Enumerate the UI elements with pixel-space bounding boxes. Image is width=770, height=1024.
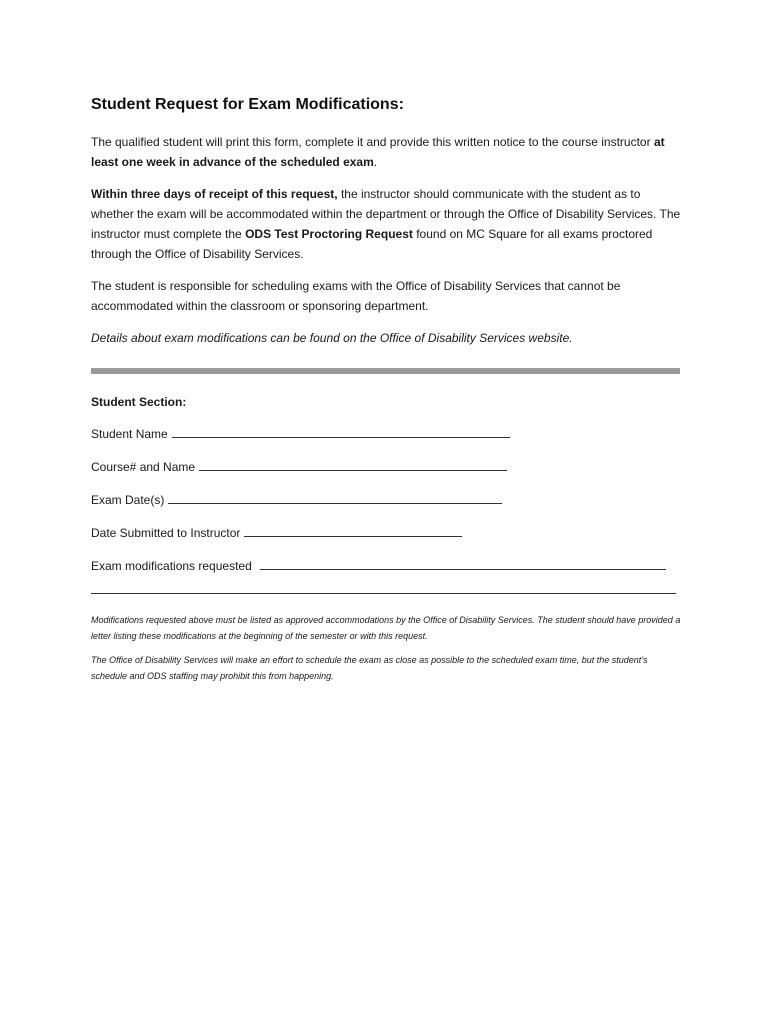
- scheduling-note: The Office of Disability Services will make an effort to schedule the exam as close as possible to the scheduled exam time, but the student’s schedule and ODS staffing may prohibit this from happening.: [91, 655, 648, 681]
- proctoring-request-name: ODS Test Proctoring Request: [245, 227, 413, 241]
- intro-paragraph: [91, 132, 681, 172]
- section-divider: [91, 368, 680, 374]
- instructor-text-end: found on MC Square for all exams proctored through the Office of Disability Services.: [91, 227, 653, 261]
- intro-deadline: at least one week in advance of the scheduled exam: [91, 135, 665, 169]
- course-field: [91, 457, 681, 477]
- modifications-label: Exam modifications requested: [91, 559, 252, 573]
- student-name-label: Student Name: [91, 427, 168, 441]
- date-submitted-label: Date Submitted to Instructor: [91, 526, 241, 540]
- form-title: Student Request for Exam Modifications:: [91, 96, 404, 113]
- form-content: [91, 92, 681, 692]
- instructor-deadline: Within three days of receipt of this request,: [91, 187, 338, 201]
- course-label: Course# and Name: [91, 460, 196, 474]
- exam-dates-field: [91, 490, 681, 510]
- responsibility-paragraph: The student is responsible for scheduling exams with the Office of Disability Services that cannot be accommodated within the classroom or sponsoring department.: [91, 279, 621, 313]
- exam-dates-label: Exam Date(s): [91, 493, 165, 507]
- intro-end: .: [373, 155, 378, 169]
- details-paragraph: Details about exam modifications can be found on the Office of Disability Services website.: [91, 331, 573, 345]
- modifications-line[interactable]: [260, 557, 666, 570]
- exam-dates-line[interactable]: [168, 491, 502, 504]
- date-submitted-line[interactable]: [244, 524, 462, 537]
- instructor-paragraph: [91, 184, 681, 264]
- student-name-line[interactable]: [172, 425, 510, 438]
- intro-text: The qualified student will print this form, complete it and provide this written notice to the course instructor: [91, 135, 654, 149]
- student-section-title: Student Section:: [91, 395, 187, 409]
- student-name-field: [91, 424, 681, 444]
- approved-accommodations-note: Modifications requested above must be listed as approved accommodations by the Office of Disability Services. The student should have provided a letter listing these modifications at the beginning of the semester or with this request.: [91, 615, 681, 641]
- course-line[interactable]: [199, 458, 507, 471]
- instructor-text: the instructor should communicate with the student as to whether the exam will be accommodated within the department or through the Office of Disability Services. The instructor must complete the: [91, 187, 681, 241]
- modifications-continuation-line[interactable]: [91, 592, 676, 594]
- date-submitted-field: [91, 523, 681, 543]
- modifications-field: [91, 556, 681, 576]
